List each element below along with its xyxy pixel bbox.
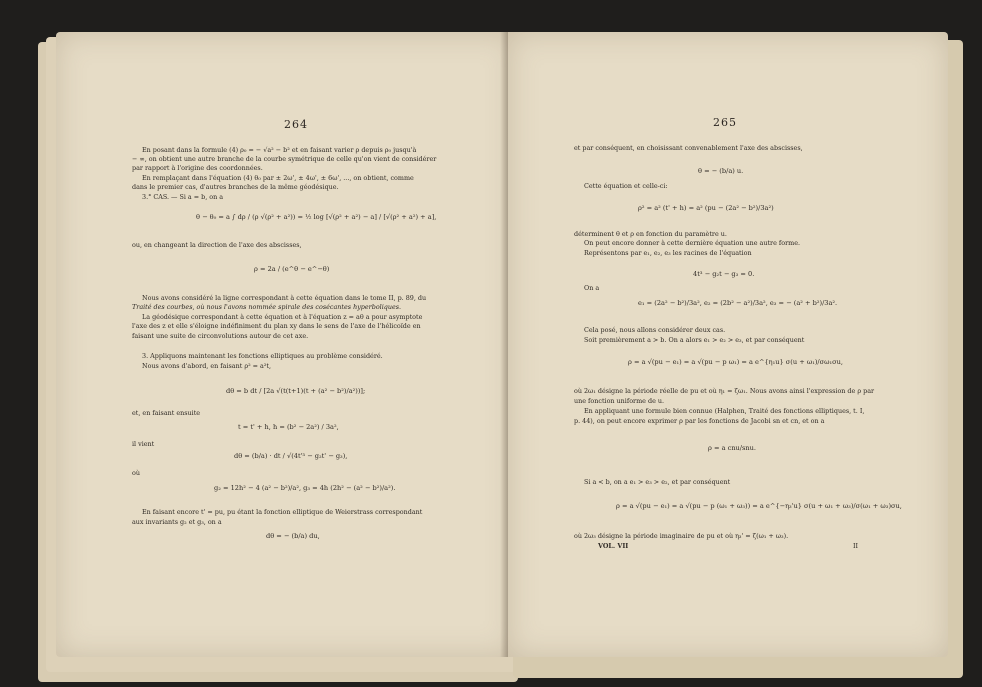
formula: t = t' + h, h = (b² − 2a²) / 3a², — [238, 423, 339, 431]
text-line: où 2ω₁ désigne la période réelle de pu et où η₁ = ζω₁. Nous avons ainsi l'expression de ρ par — [574, 387, 875, 395]
text-line: une fonction uniforme de u. — [574, 397, 665, 405]
formula: e₁ = (2a² − b²)/3a², e₂ = (2b² − a²)/3a², e₃ = − (a² + b²)/3a². — [638, 299, 838, 307]
open-book — [18, 32, 968, 682]
text-line: En posant dans la formule (4) ρ₀ = − √a² − b² et en faisant varier ρ depuis ρ₀ jusqu'à — [142, 146, 417, 154]
text-line: On a — [584, 284, 600, 292]
text-line: p. 44), on peut encore exprimer ρ par les fonctions de Jacobi sn et cn, et on a — [574, 417, 825, 425]
footer-signature: II — [853, 542, 859, 550]
text-line: 3. Appliquons maintenant les fonctions elliptiques au problème considéré. — [142, 352, 383, 360]
text-line: En faisant encore t' = pu, pu étant la fonction elliptique de Weierstrass correspondant — [142, 508, 423, 516]
text-line: aux invariants g₂ et g₃, on a — [132, 518, 222, 526]
formula: dθ = (b/a) · dt / √(4t'³ − g₂t' − g₃), — [234, 452, 348, 460]
formula: ρ = a √(pu − e₁) = a √(pu − p (ω₁ + ω₃)) = a e^{−η₃'u} σ(u + ω₁ + ω₃)/σ(ω₁ + ω₃)σu, — [616, 502, 902, 510]
text-line: et, en faisant ensuite — [132, 409, 201, 417]
formula: θ = − (b/a) u. — [698, 167, 744, 175]
text-line: Cela posé, nous allons considérer deux cas. — [584, 326, 726, 334]
text-line: Si a < b, on a e₁ > e₃ > e₂, et par conséquent — [584, 478, 731, 486]
right-page-number: 265 — [713, 116, 737, 129]
text-line: La géodésique correspondant à cette équation et à l'équation z = aθ a pour asymptote — [142, 313, 423, 321]
right-page — [508, 32, 948, 657]
text-line: En appliquant une formule bien connue (Halphen, Traité des fonctions elliptiques, t. I, — [584, 407, 865, 415]
text-line: Traité des courbes, où nous l'avons nommée spirale des cosécantes hyperboliques. — [132, 303, 402, 311]
text-line: où 2ω₃ désigne la période imaginaire de pu et où η₃' = ζ(ω₁ + ω₃). — [574, 532, 789, 540]
text-line: déterminent θ et ρ en fonction du paramètre u. — [574, 230, 727, 238]
text-line: Cette équation et celle-ci: — [584, 182, 668, 190]
left-page — [56, 32, 516, 657]
formula: ρ² = a² (t' + h) = a² (pu − (2a² − b²)/3a²) — [638, 204, 774, 212]
formula: θ − θ₀ = a ∫ dρ / (ρ √(ρ² + a²)) = ½ log [√(ρ² + a²) − a] / [√(ρ² + a²) + a], — [196, 213, 437, 221]
text-line: ou, en changeant la direction de l'axe des abscisses, — [132, 241, 302, 249]
text-line: où — [132, 469, 140, 477]
text-line: En remplaçant dans l'équation (4) θ₀ par ± 2ω', ± 4ω', ± 6ω', ..., on obtient, comme — [142, 174, 414, 182]
text-line: dans le premier cas, d'autres branches de la même géodésique. — [132, 183, 339, 191]
text-line: et par conséquent, en choisissant convenablement l'axe des abscisses, — [574, 144, 803, 152]
text-line: Soit premièrement a > b. On a alors e₁ > e₂ > e₃, et par conséquent — [584, 336, 805, 344]
text-line: par rapport à l'origine des coordonnées. — [132, 164, 263, 172]
text-line: On peut encore donner à cette dernière équation une autre forme. — [584, 239, 801, 247]
footer-volume: VOL. VII — [598, 542, 629, 550]
text-line: l'axe des z et elle s'éloigne indéfiniment du plan xy dans le sens de l'axe de l'hélicoïde en — [132, 322, 421, 330]
text-line: − ∞, on obtient une autre branche de la courbe symétrique de celle qu'on vient de considérer — [132, 155, 437, 163]
formula: ρ = a √(pu − e₁) = a √(pu − p ω₁) = a e^{η₁u} σ(u + ω₁)/σω₁σu, — [628, 358, 844, 366]
text-line: faisant une suite de circonvolutions autour de cet axe. — [132, 332, 309, 340]
formula: ρ = 2a / (e^θ − e^−θ) — [254, 265, 330, 273]
text-line: 3.° CAS. — Si a = b, on a — [142, 193, 224, 201]
formula: dθ = − (b/a) du, — [266, 532, 320, 540]
formula: dθ = b dt / [2a √(t(t+1)(t + (a² − b²)/a²))]; — [226, 387, 366, 395]
text-line: Représentons par e₁, e₂, e₃ les racines de l'équation — [584, 249, 752, 257]
text-line: Nous avons considéré la ligne correspondant à cette équation dans le tome II, p. 89, du — [142, 294, 427, 302]
text-line: il vient — [132, 440, 155, 448]
left-page-number: 264 — [284, 118, 308, 131]
formula: 4t³ − g₂t − g₃ = 0. — [693, 270, 755, 278]
formula: g₂ = 12h² − 4 (a² − b²)/a², g₃ = 4h (2h² − (a² − b²)/a²). — [214, 484, 396, 492]
formula: ρ = a cnu/snu. — [708, 444, 757, 452]
text-line: Nous avons d'abord, en faisant ρ² = a²t, — [142, 362, 272, 370]
